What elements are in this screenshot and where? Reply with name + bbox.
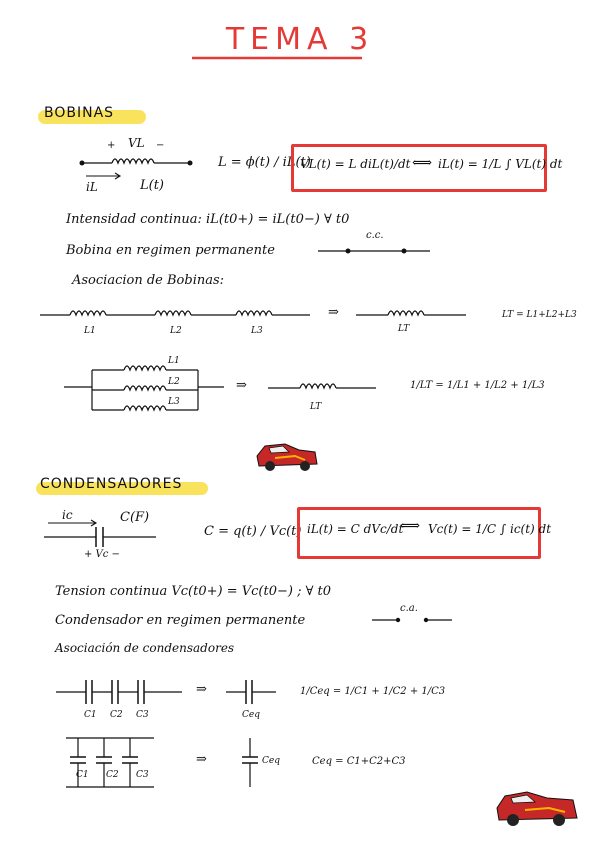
series-label-c3: C3 bbox=[136, 710, 149, 720]
series-label-c2: C2 bbox=[110, 710, 123, 720]
condensador-voltage-formula: Vc(t) = 1/C ∫ ic(t) dt bbox=[428, 522, 552, 536]
bobina-association-title: Asociacion de Bobinas: bbox=[72, 273, 225, 288]
capacitor-vc-label: + Vc − bbox=[84, 549, 120, 560]
bobina-vl-label: VL bbox=[128, 136, 145, 150]
condensador-equiv: ⟺ bbox=[400, 518, 421, 534]
bobina-lt-label: L(t) bbox=[140, 178, 165, 193]
condensador-continuity-text: Tension continua Vc(t0+) = Vc(t0−) ; ∀ t0 bbox=[55, 584, 332, 599]
parallel-result-label: LT bbox=[310, 402, 322, 412]
parallel-cap-result-label: Ceq bbox=[262, 756, 280, 766]
parallel-label-c3: C3 bbox=[136, 770, 149, 780]
page-title: TEMA 3 bbox=[225, 22, 375, 57]
series-label-l1: L1 bbox=[84, 326, 96, 336]
parallel-inductor-formula: 1/LT = 1/L1 + 1/L2 + 1/L3 bbox=[410, 380, 545, 391]
cc-label: c.c. bbox=[366, 230, 384, 241]
condensador-steady-state-text: Condensador en regimen permanente bbox=[55, 613, 306, 628]
parallel-cap-arrow: ⇒ bbox=[196, 752, 207, 767]
bobina-steady-state-text: Bobina en regimen permanente bbox=[66, 243, 275, 258]
bobina-il-label: iL bbox=[86, 180, 98, 194]
series-cap-result-label: Ceq bbox=[242, 710, 260, 720]
parallel-capacitor-formula: Ceq = C1+C2+C3 bbox=[312, 756, 406, 767]
bobina-equiv: ⟺ bbox=[412, 155, 433, 171]
bobinas-heading: BOBINAS bbox=[44, 105, 115, 121]
bobina-current-formula: iL(t) = 1/L ∫ VL(t) dt bbox=[438, 157, 563, 171]
bobina-minus: − bbox=[156, 140, 165, 151]
parallel-label-l3: L3 bbox=[168, 397, 180, 407]
capacitor-ic-label: ic bbox=[62, 508, 73, 522]
ca-label: c.a. bbox=[400, 603, 418, 614]
series-arrow: ⇒ bbox=[328, 305, 339, 320]
parallel-label-l2: L2 bbox=[168, 377, 180, 387]
condensador-current-formula: iL(t) = C dVc/dt bbox=[307, 522, 404, 536]
series-label-l3: L3 bbox=[251, 326, 263, 336]
bobina-continuity-text: Intensidad continua: iL(t0+) = iL(t0−) ∀ t0 bbox=[66, 212, 350, 227]
bobina-plus: + bbox=[107, 140, 116, 151]
series-label-c1: C1 bbox=[84, 710, 97, 720]
parallel-label-c2: C2 bbox=[106, 770, 119, 780]
series-capacitor-formula: 1/Ceq = 1/C1 + 1/C2 + 1/C3 bbox=[300, 686, 446, 697]
inductance-definition: L = ϕ(t) / iL(t) bbox=[218, 155, 311, 170]
bobina-voltage-formula: VL(t) = L diL(t)/dt bbox=[300, 157, 411, 171]
series-inductor-formula: LT = L1+L2+L3 bbox=[502, 310, 577, 320]
capacitor-cf-label: C(F) bbox=[120, 510, 150, 525]
parallel-label-c1: C1 bbox=[76, 770, 89, 780]
series-label-l2: L2 bbox=[170, 326, 182, 336]
parallel-arrow: ⇒ bbox=[236, 378, 247, 393]
capacitance-definition: C = q(t) / Vc(t) bbox=[204, 524, 302, 539]
condensador-association-title: Asociación de condensadores bbox=[55, 641, 235, 655]
series-cap-arrow: ⇒ bbox=[196, 682, 207, 697]
condensadores-heading: CONDENSADORES bbox=[40, 476, 183, 492]
parallel-label-l1: L1 bbox=[168, 356, 180, 366]
series-result-label: LT bbox=[398, 324, 410, 334]
